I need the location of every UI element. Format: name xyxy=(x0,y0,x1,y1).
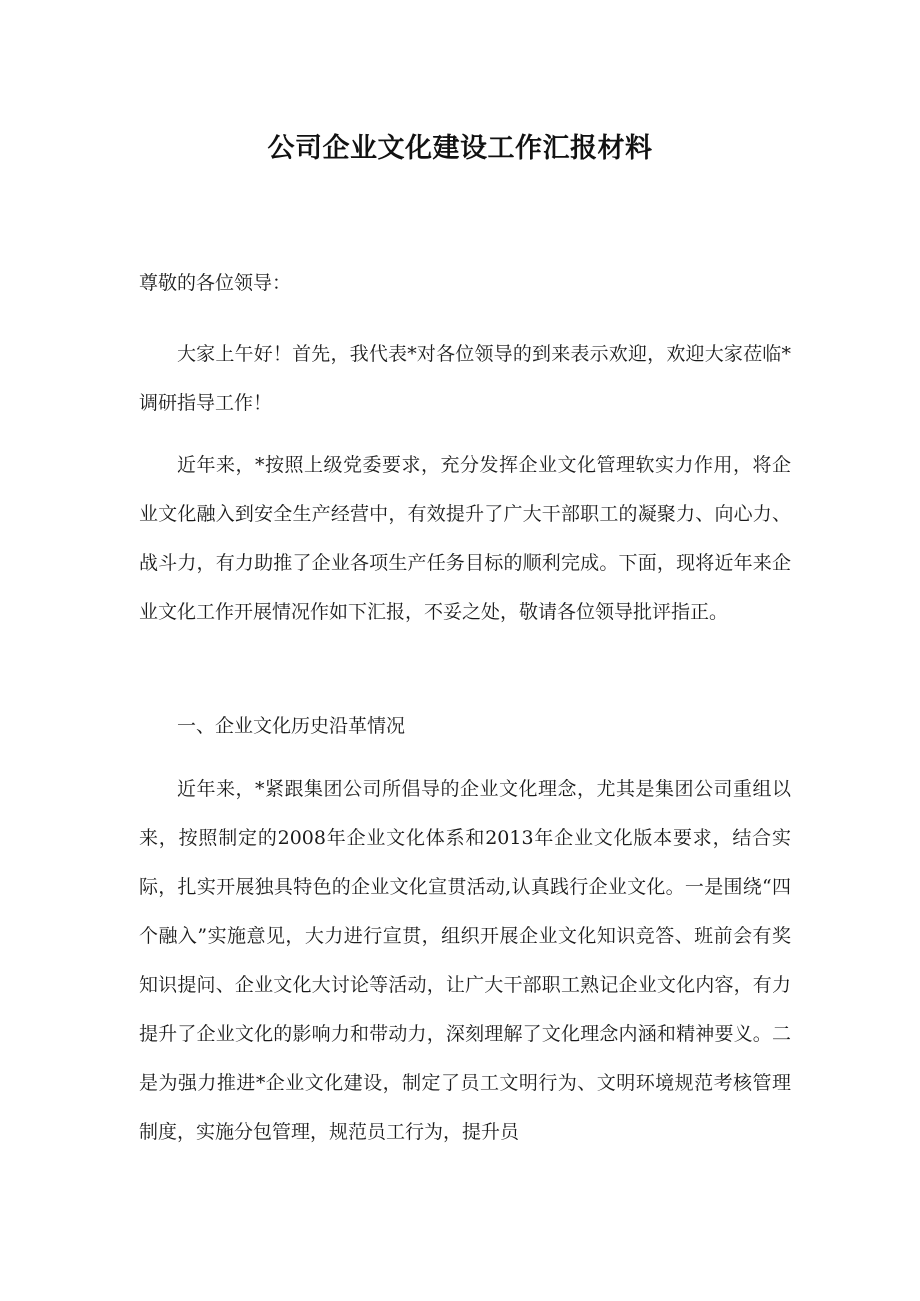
greeting-line: 尊敬的各位领导： xyxy=(139,272,292,294)
paragraph-welcome: 大家上午好！首先，我代表*对各位领导的到来表示欢迎，欢迎大家莅临*调研指导工作！ xyxy=(139,343,791,414)
document-title: 公司企业文化建设工作汇报材料 xyxy=(267,133,653,164)
paragraph-history: 近年来，*紧跟集团公司所倡导的企业文化理念，尤其是集团公司重组以来，按照制定的2008年企业文化体系和2013年企业文化版本要求，结合实际，扎实开展独具特色的企业文化宣贯活动,认真践行企业文化。一是围绕“四个融入”实施意见，大力进行宣贯，组织开展企业文化知识竞答、班前会有奖知识提问、企业文化大讨论等活动，让广大干部职工熟记企业文化内容，有力提升了企业文化的影响力和带动力，深刻理解了文化理念内涵和精神要义。二是为强力推进*企业文化建设，制定了员工文明行为、文明环境规范考核管理制度，实施分包管理，规范员工行为，提升员 xyxy=(139,778,791,1143)
section-heading-history: 一、企业文化历史沿革情况 xyxy=(177,715,406,737)
paragraph-introduction: 近年来，*按照上级党委要求，充分发挥企业文化管理软实力作用，将企业文化融入到安全生产经营中，有效提升了广大干部职工的凝聚力、向心力、战斗力，有力助推了企业各项生产任务目标的顺利完成。下面，现将近年来企业文化工作开展情况作如下汇报，不妥之处，敬请各位领导批评指正。 xyxy=(139,454,791,623)
